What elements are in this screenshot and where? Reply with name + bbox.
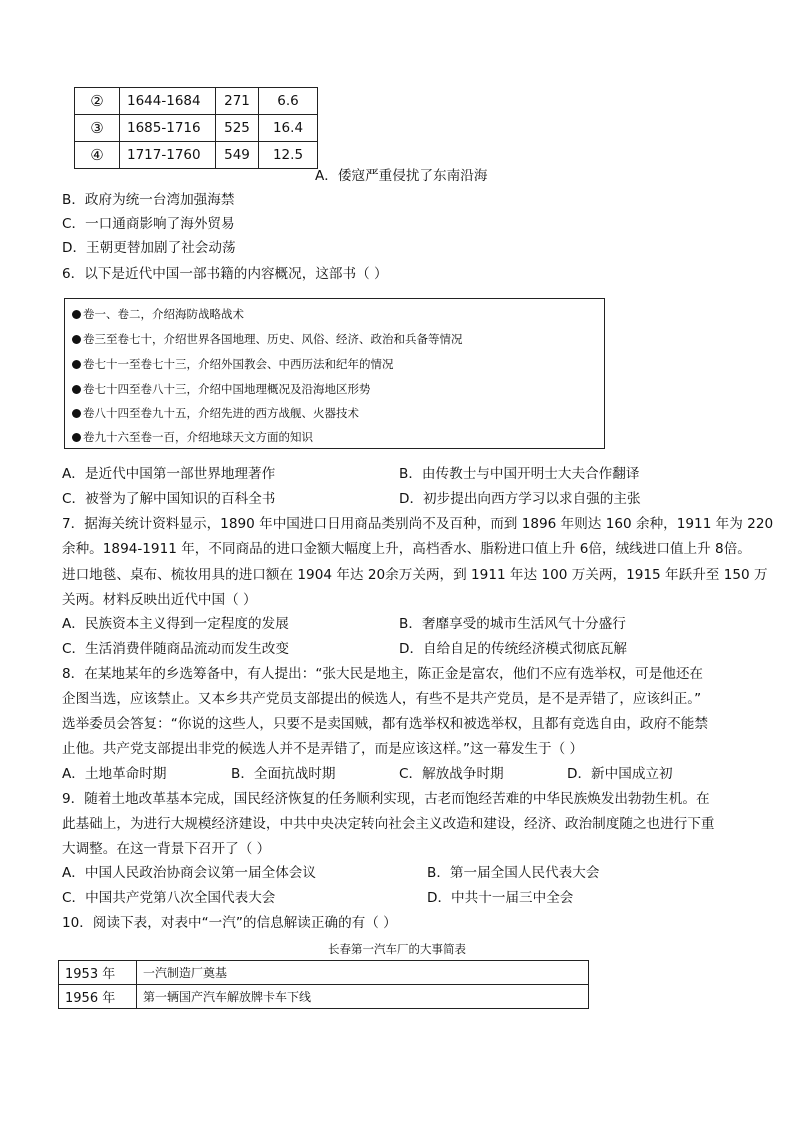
- q8-line-4: 止他。共产党支部提出非党的候选人并不是弄错了，而是应该这样。”这一幕发生于（ ）: [62, 741, 584, 757]
- year-cell: 1953 年: [59, 961, 137, 985]
- q7-option-b: B．奢靡享受的城市生活风气十分盛行: [399, 616, 626, 632]
- q7-line-4: 关两。材料反映出近代中国（ ）: [62, 592, 257, 608]
- q5-option-b: B．政府为统一台湾加强海禁: [62, 192, 235, 208]
- bullet-icon: [72, 335, 81, 344]
- table-title: 长春第一汽车厂的大事简表: [328, 942, 466, 956]
- q5-option-a: A．倭寇严重侵扰了东南沿海: [315, 168, 488, 184]
- q9-line-3: 大调整。在这一背景下召开了（ ）: [62, 841, 271, 857]
- q5-option-c: C．一口通商影响了海外贸易: [62, 216, 235, 232]
- average-cell: 6.6: [259, 88, 318, 115]
- period-cell: 1644-1684: [120, 88, 216, 115]
- table-row: [75, 88, 318, 115]
- book-item: 卷三至卷七十，介绍世界各国地理、历史、风俗、经济、政治和兵备等情况: [72, 331, 463, 347]
- q10-stem: 10．阅读下表，对表中“一汽”的信息解读正确的有（ ）: [62, 915, 397, 931]
- q8-option-c: C．解放战争时期: [399, 766, 504, 782]
- period-cell: 1685-1716: [120, 115, 216, 142]
- q9-option-d: D．中共十一届三中全会: [427, 890, 574, 906]
- q5-option-d: D．王朝更替加剧了社会动荡: [62, 240, 236, 256]
- q8-line-2: 企图当选，应该禁止。又本乡共产党员支部提出的候选人，有些不是共产党员，是不是弄错了，应该纠正。”: [62, 691, 702, 707]
- period-stats-table: [74, 87, 318, 169]
- q8-option-a: A．土地革命时期: [62, 766, 167, 782]
- row-number: ④: [75, 142, 120, 169]
- table-row: [75, 115, 318, 142]
- q7-line-1: 7．据海关统计资料显示，1890 年中国进口日用商品类别尚不及百种，而到 1896 年则达 160 余种，1911 年为 220: [62, 516, 774, 532]
- q6-option-b: B．由传教士与中国开明士大夫合作翻译: [399, 466, 640, 482]
- faw-events-table: [58, 960, 589, 1009]
- count-cell: 525: [216, 115, 259, 142]
- book-contents-box: [64, 298, 605, 449]
- book-item: 卷九十六至卷一百，介绍地球天文方面的知识: [72, 429, 313, 445]
- q9-option-a: A．中国人民政治协商会议第一届全体会议: [62, 865, 316, 881]
- bullet-icon: [72, 409, 81, 418]
- q6-option-c: C．被誉为了解中国知识的百科全书: [62, 491, 276, 507]
- q7-line-2: 余种。1894-1911 年，不同商品的进口金额大幅度上升，高档香水、脂粉进口值上升 6倍，绒线进口值上升 8倍。: [62, 541, 751, 557]
- q9-option-b: B．第一届全国人民代表大会: [427, 865, 600, 881]
- q9-line-1: 9．随着土地改革基本完成，国民经济恢复的任务顺利实现，古老而饱经苦难的中华民族焕发出勃勃生机。在: [62, 791, 710, 807]
- average-cell: 12.5: [259, 142, 318, 169]
- book-item: 卷七十四至卷八十三，介绍中国地理概况及沿海地区形势: [72, 381, 371, 397]
- q8-option-d: D．新中国成立初: [567, 766, 673, 782]
- event-cell: 一汽制造厂奠基: [137, 961, 589, 985]
- table-row: [59, 961, 589, 985]
- q9-option-c: C．中国共产党第八次全国代表大会: [62, 890, 276, 906]
- q6-option-a: A．是近代中国第一部世界地理著作: [62, 466, 276, 482]
- row-number: ②: [75, 88, 120, 115]
- q7-option-d: D．自给自足的传统经济模式彻底瓦解: [399, 641, 627, 657]
- q7-option-a: A．民族资本主义得到一定程度的发展: [62, 616, 289, 632]
- q6-option-d: D．初步提出向西方学习以求自强的主张: [399, 491, 641, 507]
- table-row: [75, 142, 318, 169]
- q6-stem: 6．以下是近代中国一部书籍的内容概况，这部书（ ）: [62, 266, 388, 282]
- book-item: 卷一、卷二，介绍海防战略战术: [72, 306, 244, 322]
- period-cell: 1717-1760: [120, 142, 216, 169]
- book-item: 卷八十四至卷九十五，介绍先进的西方战舰、火器技术: [72, 405, 359, 421]
- event-cell: 第一辆国产汽车解放牌卡车下线: [137, 985, 589, 1009]
- year-cell: 1956 年: [59, 985, 137, 1009]
- row-number: ③: [75, 115, 120, 142]
- q8-line-1: 8．在某地某年的乡选筹备中，有人提出：“张大民是地主，陈正金是富农，他们不应有选举权，可是他还在: [62, 666, 704, 682]
- q9-line-2: 此基础上，为进行大规模经济建设，中共中央决定转向社会主义改造和建设，经济、政治制度随之也进行下重: [62, 816, 715, 832]
- bullet-icon: [72, 433, 81, 442]
- book-item: 卷七十一至卷七十三，介绍外国教会、中西历法和纪年的情况: [72, 356, 394, 372]
- table-row: [59, 985, 589, 1009]
- q7-option-c: C．生活消费伴随商品流动而发生改变: [62, 641, 289, 657]
- bullet-icon: [72, 385, 81, 394]
- q7-line-3: 进口地毯、桌布、梳妆用具的进口额在 1904 年达 20余万关两，到 1911 年达 100 万关两，1915 年跃升至 150 万: [62, 567, 768, 583]
- q8-option-b: B．全面抗战时期: [231, 766, 336, 782]
- bullet-icon: [72, 360, 81, 369]
- average-cell: 16.4: [259, 115, 318, 142]
- bullet-icon: [72, 310, 81, 319]
- q8-line-3: 选举委员会答复：“你说的这些人，只要不是卖国贼，都有选举权和被选举权，且都有竞选自由，政府不能禁: [62, 716, 708, 732]
- count-cell: 271: [216, 88, 259, 115]
- count-cell: 549: [216, 142, 259, 169]
